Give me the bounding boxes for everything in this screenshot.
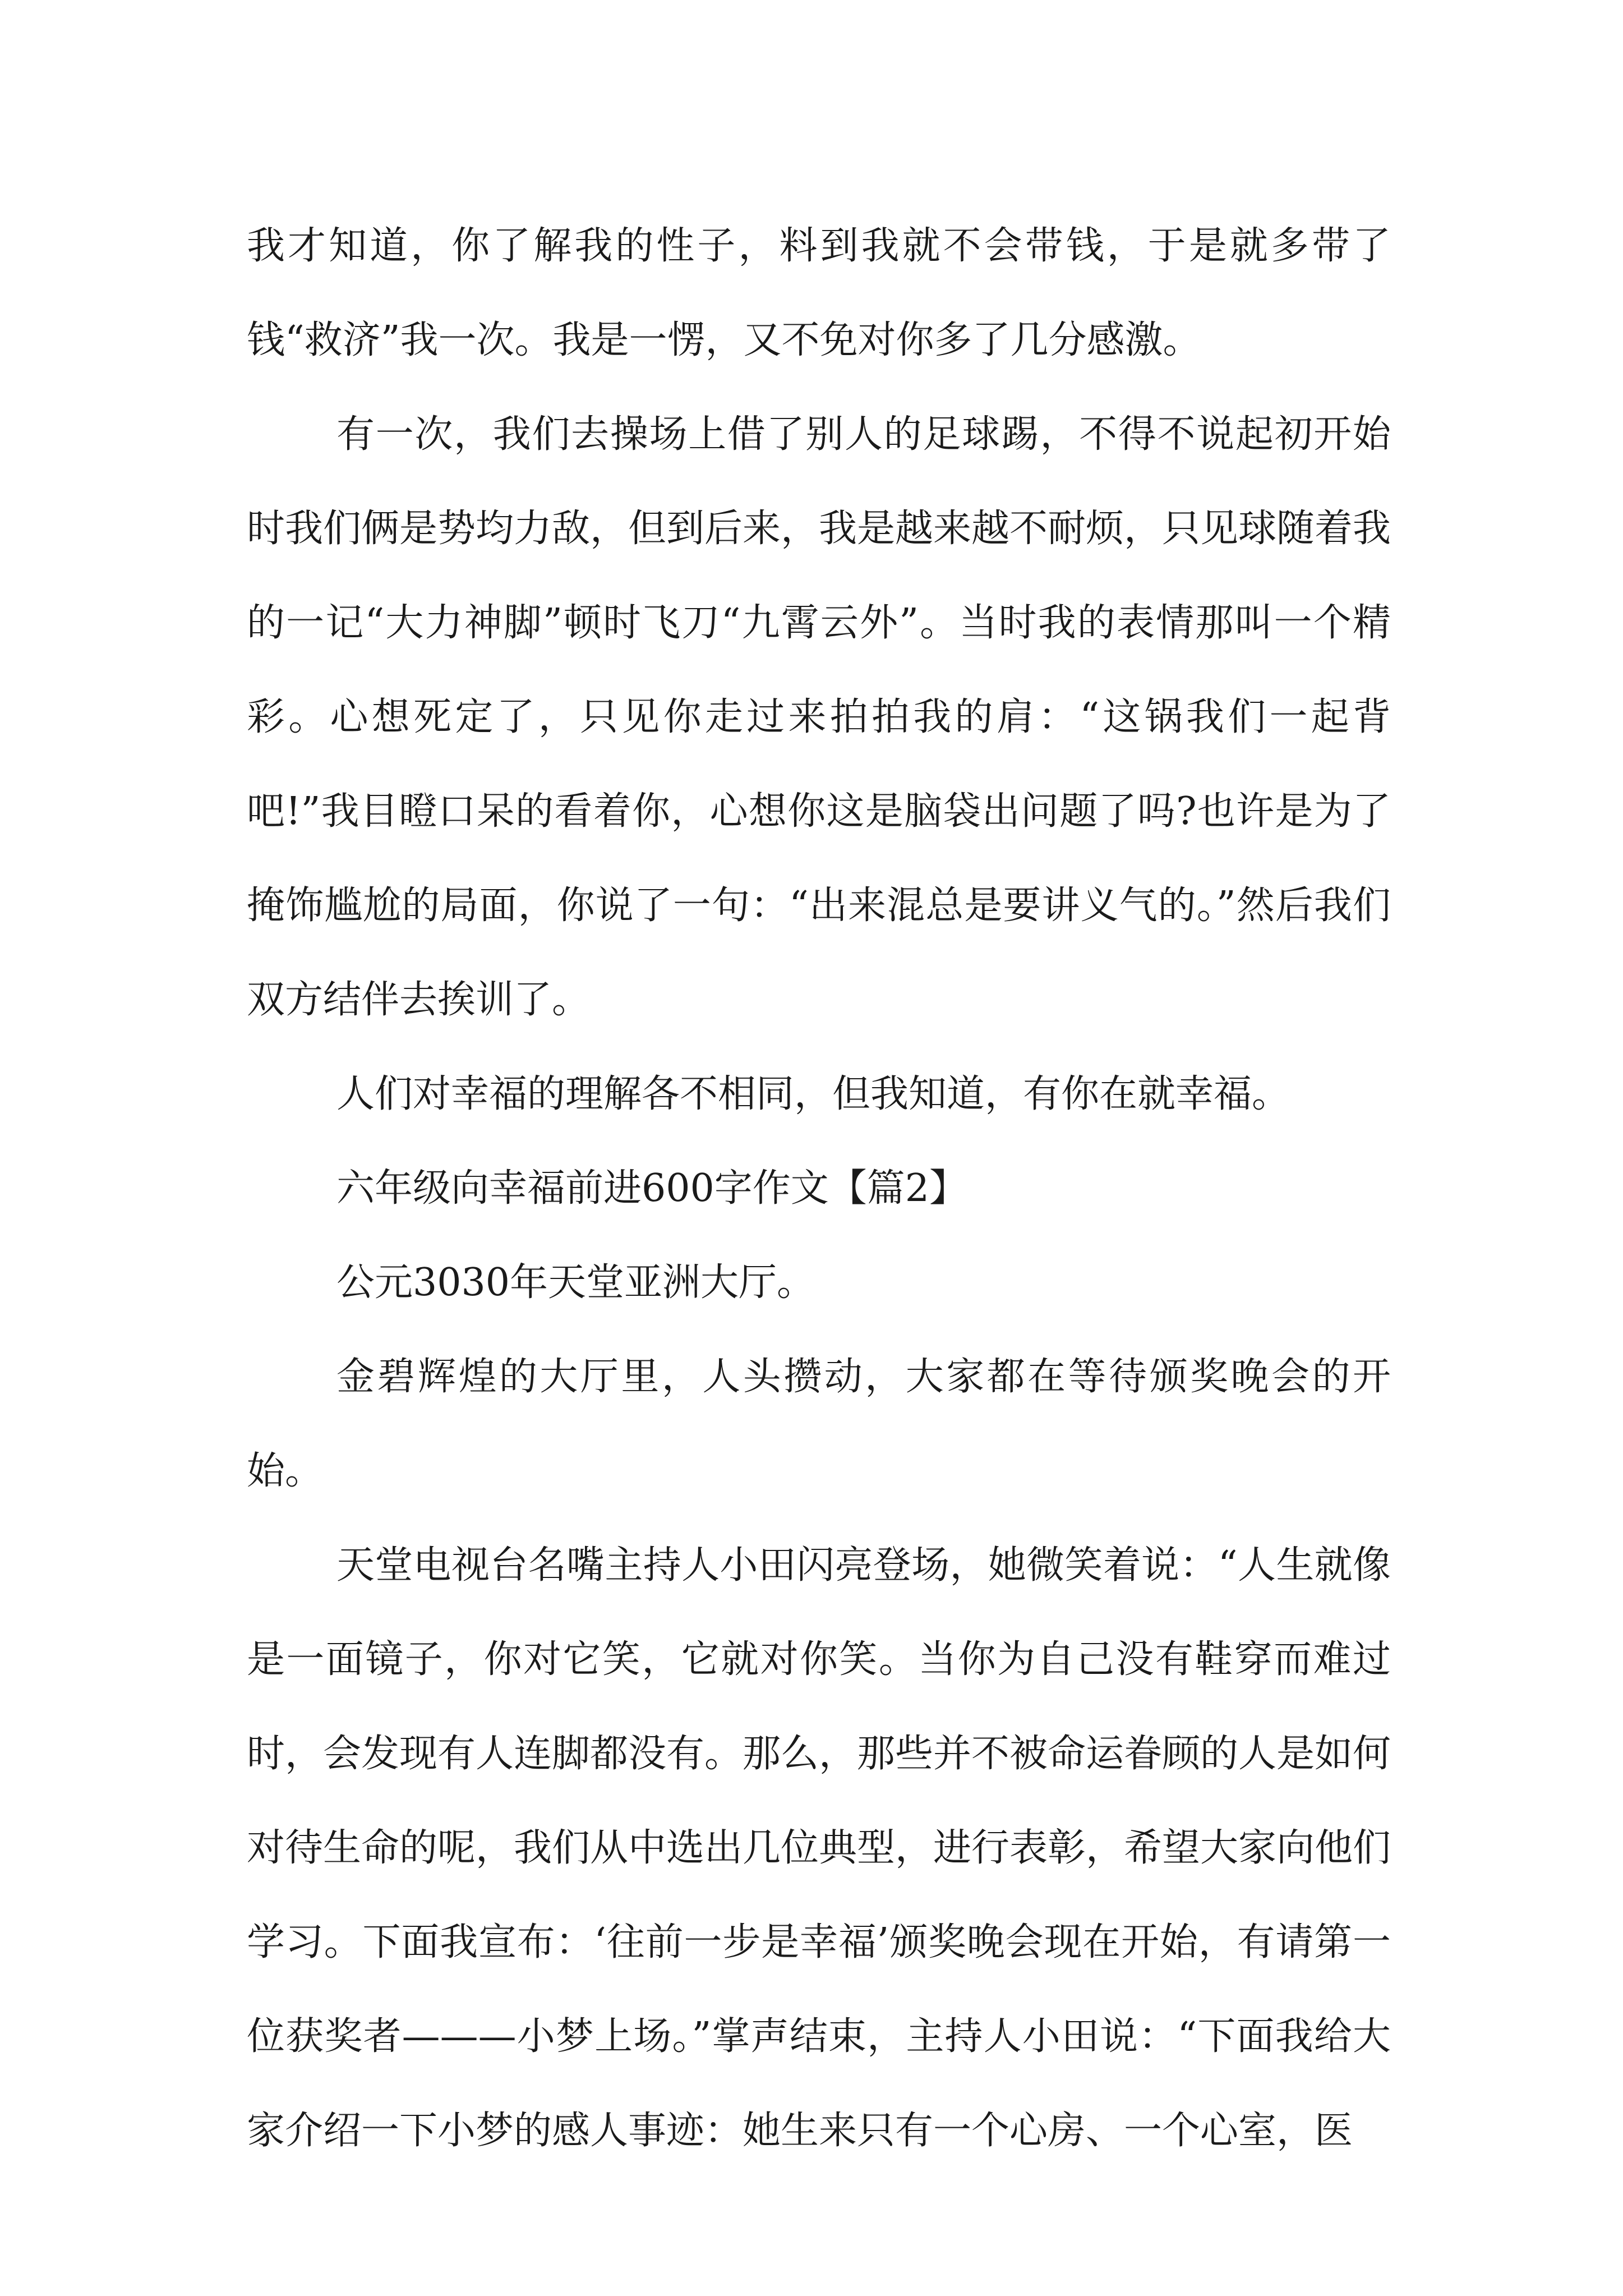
- paragraph-football-story: 有一次，我们去操场上借了别人的足球踢，不得不说起初开始时我们俩是势均力敌，但到后来，我是越来越不耐烦，只见球随着我的一记“大力神脚”顿时飞刀“九霄云外”。当时我的表情那叫一个精彩。心想死定了，只见你走过来拍拍我的肩：“这锅我们一起背吧!”我目瞪口呆的看着你，心想你这是脑袋出问题了吗?也许是为了掩饰尴尬的局面，你说了一句：“出来混总是要讲义气的。”然后我们双方结伴去挨训了。: [247, 412, 1391, 1022]
- essay-heading: 六年级向幸福前进600字作文【篇2】: [336, 1166, 968, 1211]
- paragraph-host-speech: 天堂电视台名嘴主持人小田闪亮登场，她微笑着说：“人生就像是一面镜子，你对它笑，它就对你笑。当你为自己没有鞋穿而难过时，会发现有人连脚都没有。那么，那些并不被命运眷顾的人是如何对待生命的呢，我们从中选出几位典型，进行表彰，希望大家向他们学习。下面我宣布：‘往前一步是幸福’颁奖晚会现在开始，有请第一位获奖者———小梦上场。”掌声结束，主持人小田说：“下面我给大家介绍一下小梦的感人事迹：她生来只有一个心房、一个心室，医: [247, 1543, 1391, 2153]
- document-body: [247, 199, 1391, 2178]
- paragraph-continued: 我才知道，你了解我的性子，料到我就不会带钱，于是就多带了钱“救济”我一次。我是一愣，又不免对你多了几分感激。: [247, 224, 1391, 362]
- paragraph-happiness-conclusion: 人们对幸福的理解各不相同，但我知道，有你在就幸福。: [336, 1072, 1290, 1116]
- paragraph-setting: 公元3030年天堂亚洲大厅。: [336, 1260, 815, 1305]
- paragraph-hall: 金碧辉煌的大厅里，人头攒动，大家都在等待颁奖晚会的开始。: [247, 1355, 1391, 1493]
